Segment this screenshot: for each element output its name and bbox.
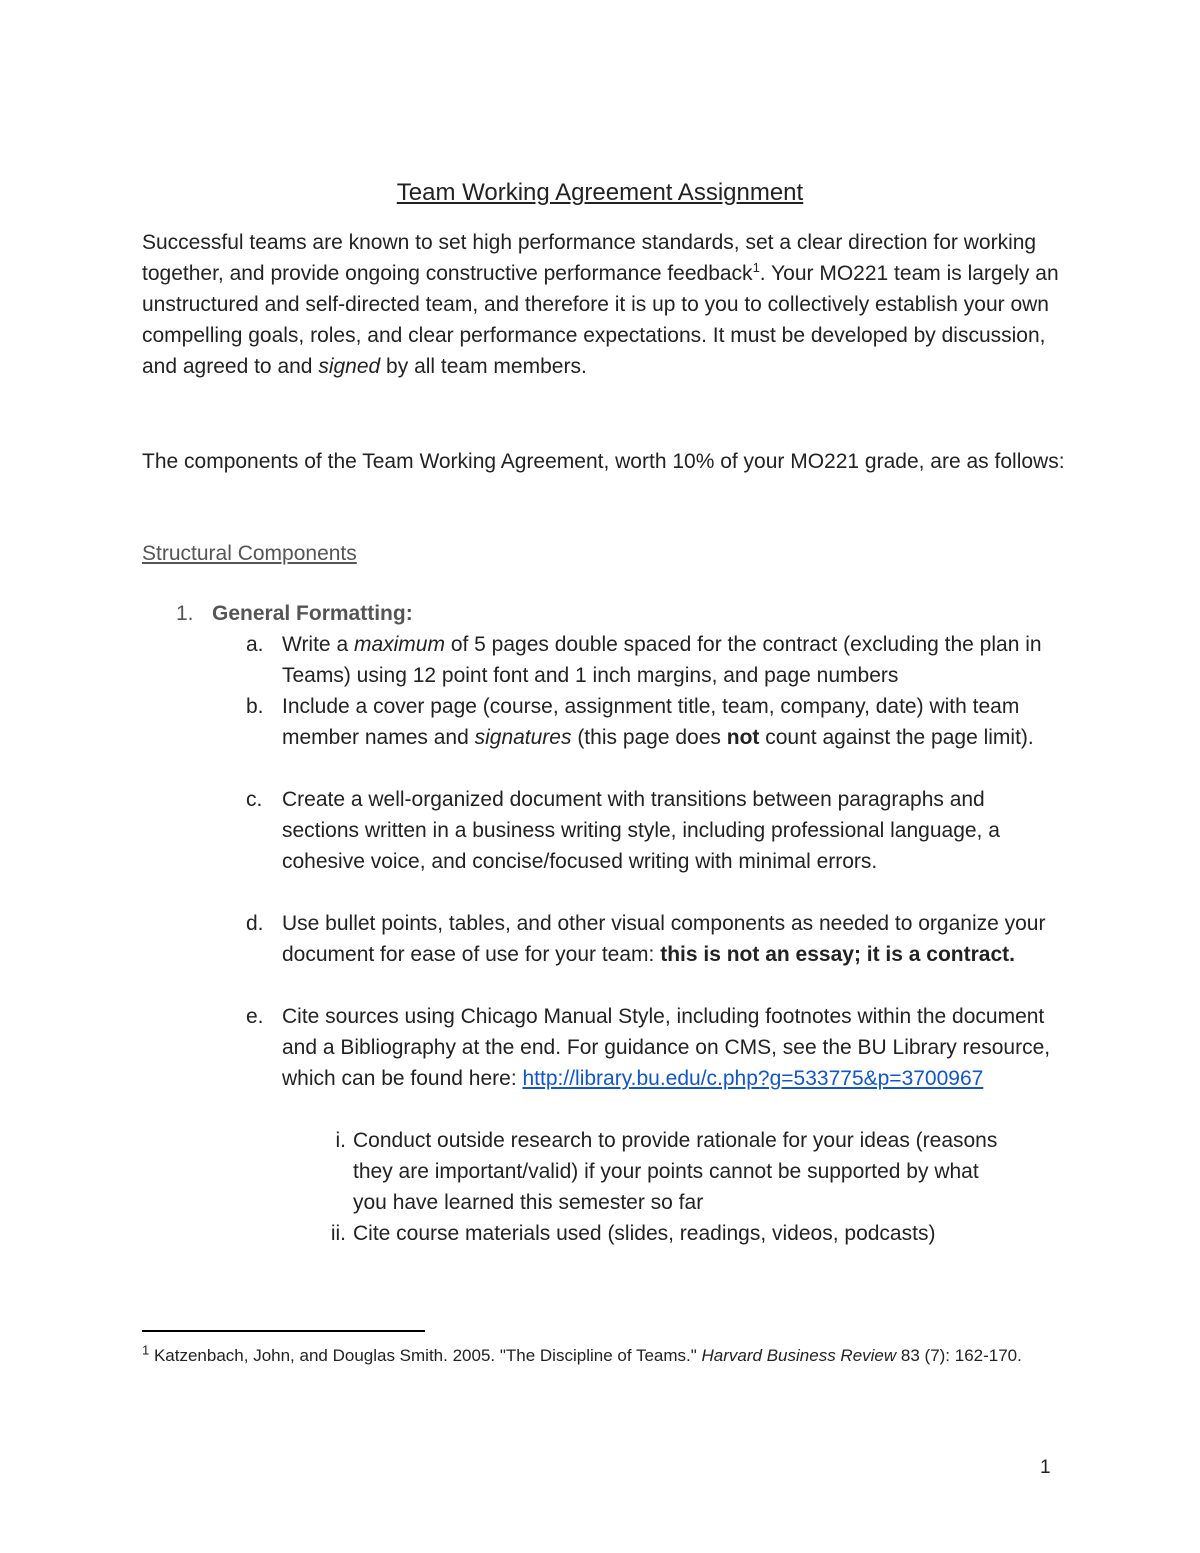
sub-sub-item-ii	[292, 1218, 1012, 1249]
sub-item-marker: b.	[246, 695, 264, 718]
sub-item-marker: e.	[246, 1005, 264, 1028]
sub-item-marker: c.	[246, 788, 263, 811]
section-heading: Structural Components	[142, 542, 357, 565]
sub-item-c	[246, 784, 1066, 877]
intro-text-1: Successful teams are known to set high performance standards, set a clear direction for working together, and provide ongoing constructive performance feedback	[142, 231, 1037, 285]
sub-item-marker: d.	[246, 912, 264, 935]
page-title: Team Working Agreement Assignment	[396, 179, 804, 206]
components-intro: The components of the Team Working Agreement, worth 10% of your MO221 grade, are as follows:	[142, 450, 1065, 473]
sub-sub-item-i	[292, 1125, 1012, 1218]
sub-item-e	[246, 1001, 1066, 1094]
sub-item-a	[246, 629, 1066, 691]
sub-item-text: Include a cover page (course, assignment title, team, company, date) with team member names and signatures (this page does not count against the page limit).	[282, 695, 1034, 749]
sub-item-text: Use bullet points, tables, and other visual components as needed to organize your document for ease of use for your team: this is not an essay; it is a contract.	[282, 912, 1046, 966]
footnote: $^1$ Katzenbach, John, and Douglas Smith. 2005. "The Discipline of Teams." Harvard Business Review 83 (7): 162-170.	[142, 1342, 1022, 1365]
intro-text-3: by all team members.	[380, 355, 587, 378]
footnote-number: 1	[142, 1342, 150, 1358]
footnote-reference: 1	[752, 260, 760, 275]
sub-item-b	[246, 691, 1066, 753]
intro-text-2: . Your MO221 team is largely an unstructured and self-directed team, and therefore it is up to you to collectively establish your own compelling goals, roles, and clear performance expectations. It must be developed by discussion, and agreed to and	[142, 262, 1059, 378]
list-item-general-formatting	[176, 598, 413, 629]
sub-sub-item-text: Cite course materials used (slides, readings, videos, podcasts)	[353, 1222, 936, 1245]
sub-item-text: Create a well-organized document with transitions between paragraphs and sections written in a business writing style, including professional language, a cohesive voice, and concise/focused writing with minimal errors.	[282, 788, 1000, 873]
footnote-separator	[142, 1330, 425, 1332]
journal-title: Harvard Business Review	[701, 1346, 897, 1365]
list-number: 1.	[176, 602, 194, 625]
sub-item-marker: a.	[246, 633, 264, 656]
intro-emphasis: signed	[318, 355, 381, 378]
sub-sub-item-text: Conduct outside research to provide rationale for your ideas (reasons they are important/valid) if your points cannot be supported by what you have learned this semester so far	[353, 1129, 998, 1214]
sub-item-text: Cite sources using Chicago Manual Style, including footnotes within the document and a Bibliography at the end. For guidance on CMS, see the BU Library resource, which can be found here: http://library.bu.edu/c.php?g=533775&p=3700967	[282, 1005, 1051, 1090]
sub-sub-item-marker: ii.	[330, 1222, 346, 1245]
list-item-label: General Formatting:	[212, 602, 413, 625]
sub-item-text: Write a maximum of 5 pages double spaced for the contract (excluding the plan in Teams) using 12 point font and 1 inch margins, and page numbers	[282, 633, 1042, 687]
library-resource-link[interactable]: http://library.bu.edu/c.php?g=533775&p=3700967	[522, 1067, 984, 1090]
sub-item-d	[246, 908, 1066, 970]
sub-sub-item-marker: i.	[335, 1129, 346, 1152]
intro-paragraph	[142, 227, 1072, 382]
page-number: 1	[1040, 1457, 1051, 1478]
